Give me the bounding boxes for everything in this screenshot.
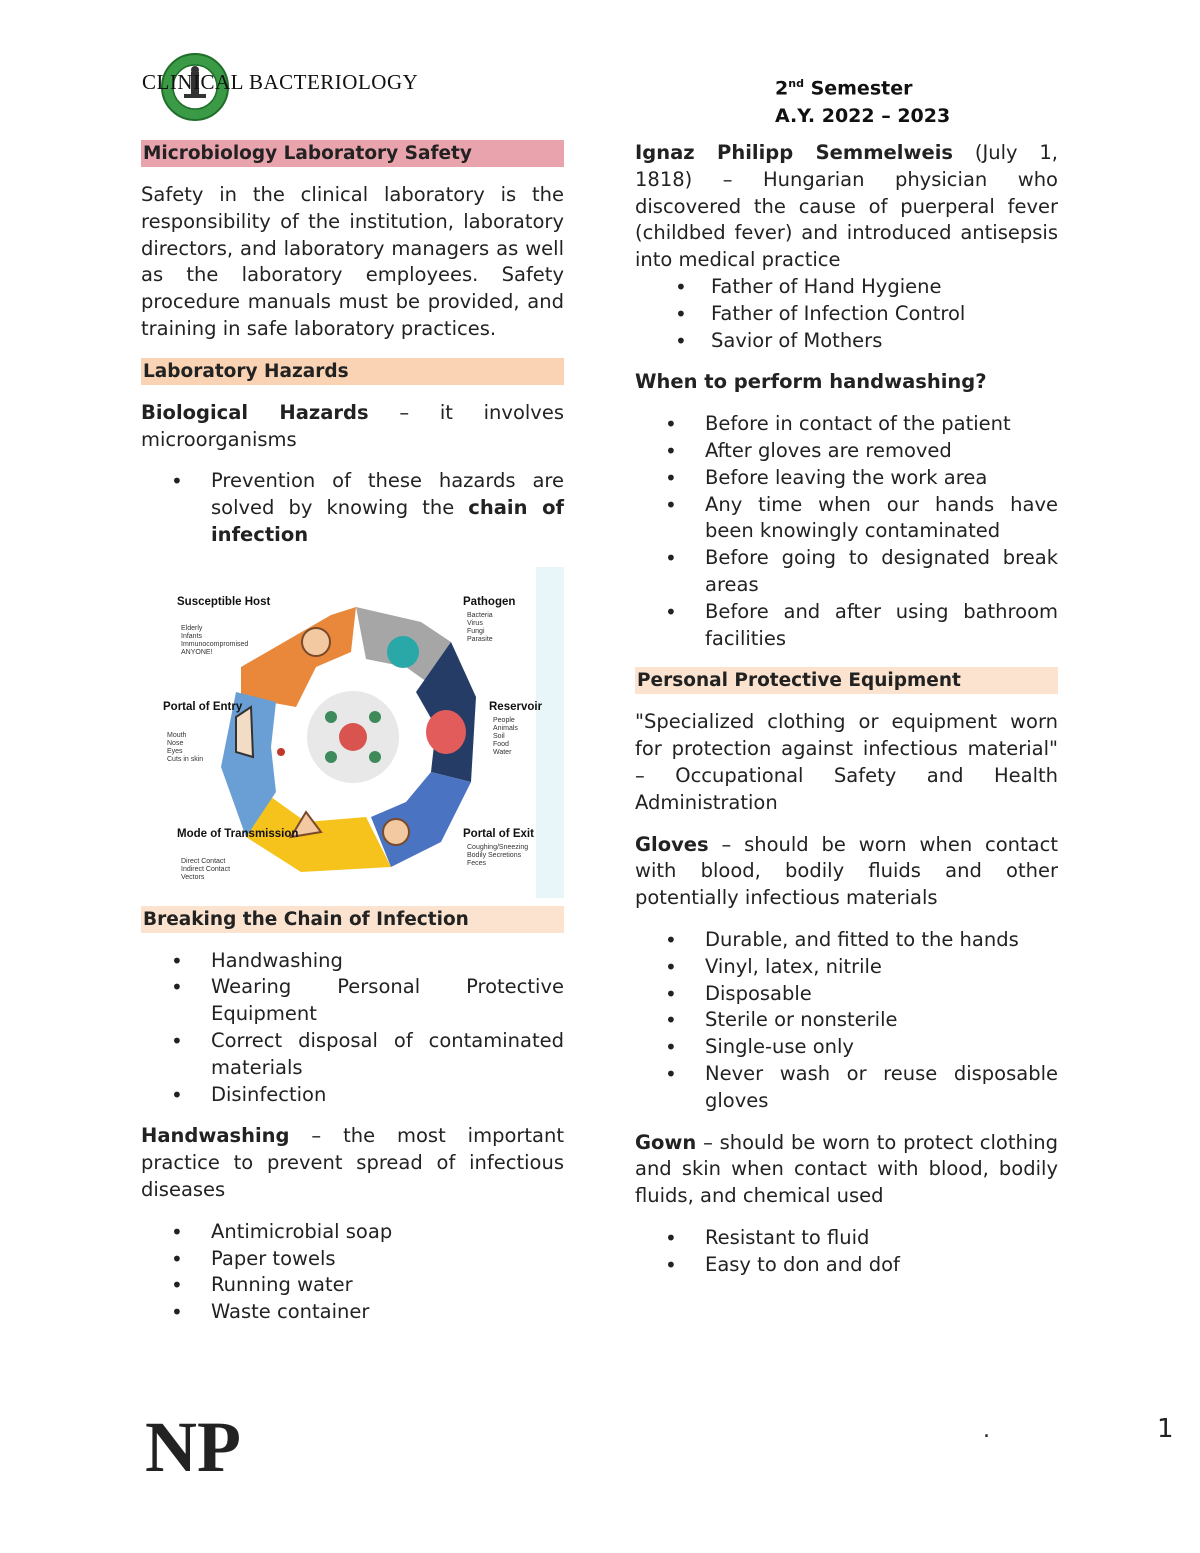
list-item: • Easy to don and dof <box>635 1252 1058 1279</box>
gown-term: Gown <box>635 1130 697 1154</box>
susceptible-item: ANYONE! <box>181 648 213 656</box>
when-handwashing-title: When to perform handwashing? <box>635 370 987 394</box>
hazards-heading: Laboratory Hazards <box>141 358 564 385</box>
list-item: • After gloves are removed <box>635 438 1058 465</box>
person-icon <box>325 751 337 763</box>
semester-word: Semester <box>803 77 913 100</box>
pathogen-item: Fungi <box>467 627 485 635</box>
person-icon <box>325 711 337 723</box>
ppe-quote: "Specialized clothing or equipment worn for protection against infectious material" – Occupational Safety and Health Administration <box>635 710 1058 814</box>
semmelweis-paragraph <box>635 140 1058 274</box>
when-handwashing-heading <box>635 369 1058 396</box>
list-item: • Single-use only <box>635 1034 1058 1061</box>
safety-paragraph: Safety in the clinical laboratory is the responsibility of the institution, laboratory directors, and laboratory managers as well as the laboratory employees. Safety procedure manuals must be provided, and training in safe laboratory practices. <box>141 183 564 340</box>
susceptible-item: Elderly <box>181 624 203 632</box>
transmission-item: Indirect Contact <box>181 865 231 873</box>
reservoir-item: Soil <box>493 732 505 740</box>
gown-list <box>635 1225 1058 1279</box>
mode-of-transmission-label: Mode of Transmission <box>177 827 299 840</box>
when-handwashing-list <box>635 411 1058 652</box>
semester-suffix: nd <box>788 77 804 90</box>
gloves-list <box>635 927 1058 1115</box>
reservoir-item: Water <box>493 748 512 756</box>
person-icon <box>369 711 381 723</box>
reservoir-item: Food <box>493 740 509 748</box>
safety-heading: Microbiology Laboratory Safety <box>141 140 564 167</box>
ppe-heading: Personal Protective Equipment <box>635 667 1058 694</box>
coughing-person-icon <box>302 628 330 656</box>
np-logo-text: NP <box>145 1407 241 1487</box>
reservoir-item: People <box>493 716 515 724</box>
pathogen-item: Virus <box>467 619 483 627</box>
reservoir-item: Animals <box>493 724 518 732</box>
semmelweis-name: Ignaz Philipp Semmelweis <box>635 141 953 164</box>
transmission-item: Direct Contact <box>181 857 226 865</box>
handwashing-list <box>141 1219 564 1326</box>
right-column <box>635 140 1058 1293</box>
sneezing-person-icon <box>383 819 409 845</box>
lungs-icon <box>426 710 466 754</box>
entry-item: Eyes <box>167 747 183 755</box>
chain-of-infection-term: chain of infection <box>211 496 564 546</box>
list-item: • Disinfection <box>141 1082 564 1109</box>
np-logo <box>145 1405 241 1487</box>
handwashing-term: Handwashing <box>141 1124 290 1148</box>
susceptible-item: Immunocompromised <box>181 640 249 648</box>
handwashing-definition: – the most important practice to prevent spread of infectious diseases <box>141 1124 564 1201</box>
exit-item: Coughing/Sneezing <box>467 843 529 851</box>
list-item: • Handwashing <box>141 948 564 975</box>
entry-item: Cuts in skin <box>167 755 204 763</box>
semester-block <box>775 70 950 130</box>
breaking-chain-heading: Breaking the Chain of Infection <box>141 906 564 933</box>
person-icon <box>369 751 381 763</box>
biological-hazards-definition: – it involves microorganisms <box>141 400 564 451</box>
centre-person-icon <box>339 723 367 751</box>
gloves-paragraph <box>635 832 1058 912</box>
exit-item: Feces <box>467 859 487 867</box>
pathogen-label: Pathogen <box>463 595 516 608</box>
page-number: 1 <box>1157 1414 1174 1444</box>
face-profile-icon <box>236 707 253 757</box>
list-item: • Father of Hand Hygiene <box>635 274 1058 301</box>
biological-hazards-term: Biological Hazards <box>141 400 369 424</box>
footer-dot: . <box>983 1418 990 1443</box>
portal-of-exit-label: Portal of Exit <box>463 827 534 840</box>
course-title: CLINICAL BACTERIOLOGY <box>142 70 419 94</box>
entry-item: Mouth <box>167 731 187 739</box>
list-item: • Waste container <box>141 1299 564 1326</box>
exit-item: Bodily Secretions <box>467 851 522 859</box>
reservoir-label: Reservoir <box>489 700 543 713</box>
portal-of-entry-label: Portal of Entry <box>163 700 243 713</box>
list-item: • Wearing Personal Protective Equipment <box>141 974 564 1028</box>
list-item: • Before leaving the work area <box>635 465 1058 492</box>
prevention-text: Prevention of these hazards are solved by knowing the <box>211 469 564 520</box>
gloves-term: Gloves <box>635 832 709 856</box>
entry-item: Nose <box>167 739 184 747</box>
susceptible-host-label: Susceptible Host <box>177 595 271 608</box>
chain-of-infection-diagram <box>141 567 564 898</box>
gown-definition: – should be worn to protect clothing and skin when contact with blood, bodily fluids, and chemical used <box>635 1130 1058 1208</box>
semmelweis-description: (July 1, 1818) – Hungarian physician who discovered the cause of puerperal fever (childbed fever) and introduced antisepsis into medical practice <box>635 141 1058 272</box>
handwashing-paragraph <box>141 1123 564 1203</box>
list-item: • Before in contact of the patient <box>635 411 1058 438</box>
list-item: • Antimicrobial soap <box>141 1219 564 1246</box>
virus-icon <box>387 636 419 668</box>
list-item: • Vinyl, latex, nitrile <box>635 954 1058 981</box>
gloves-definition: – should be worn when contact with blood, bodily fluids and other potentially infectious materials <box>635 832 1058 910</box>
list-item <box>141 468 564 548</box>
list-item: • Paper towels <box>141 1246 564 1273</box>
prevention-list <box>141 468 564 548</box>
list-item: • Running water <box>141 1272 564 1299</box>
list-item: • Never wash or reuse disposable gloves <box>635 1061 1058 1115</box>
list-item: • Before and after using bathroom facilities <box>635 599 1058 653</box>
academic-year: A.Y. 2022 – 2023 <box>775 105 951 128</box>
list-item: • Resistant to fluid <box>635 1225 1058 1252</box>
semester-number: 2 <box>775 77 789 100</box>
transmission-item: Vectors <box>181 873 205 881</box>
pathogen-item: Bacteria <box>467 611 493 619</box>
breaking-chain-list <box>141 948 564 1109</box>
biological-hazards-paragraph <box>141 400 564 454</box>
gown-paragraph <box>635 1130 1058 1210</box>
semester-line <box>775 70 950 102</box>
list-item: • Disposable <box>635 981 1058 1008</box>
list-item: • Sterile or nonsterile <box>635 1007 1058 1034</box>
semmelweis-titles-list <box>635 274 1058 354</box>
list-item: • Savior of Mothers <box>635 328 1058 355</box>
diagram-border-strip <box>536 567 564 898</box>
list-item: • Any time when our hands have been knowingly contaminated <box>635 492 1058 546</box>
list-item: • Before going to designated break areas <box>635 545 1058 599</box>
left-column <box>141 140 564 1341</box>
susceptible-item: Infants <box>181 632 203 640</box>
pathogen-item: Parasite <box>467 635 493 643</box>
list-item: • Father of Infection Control <box>635 301 1058 328</box>
list-item: • Durable, and fitted to the hands <box>635 927 1058 954</box>
germ-icon <box>277 748 285 756</box>
list-item: • Correct disposal of contaminated materials <box>141 1028 564 1082</box>
